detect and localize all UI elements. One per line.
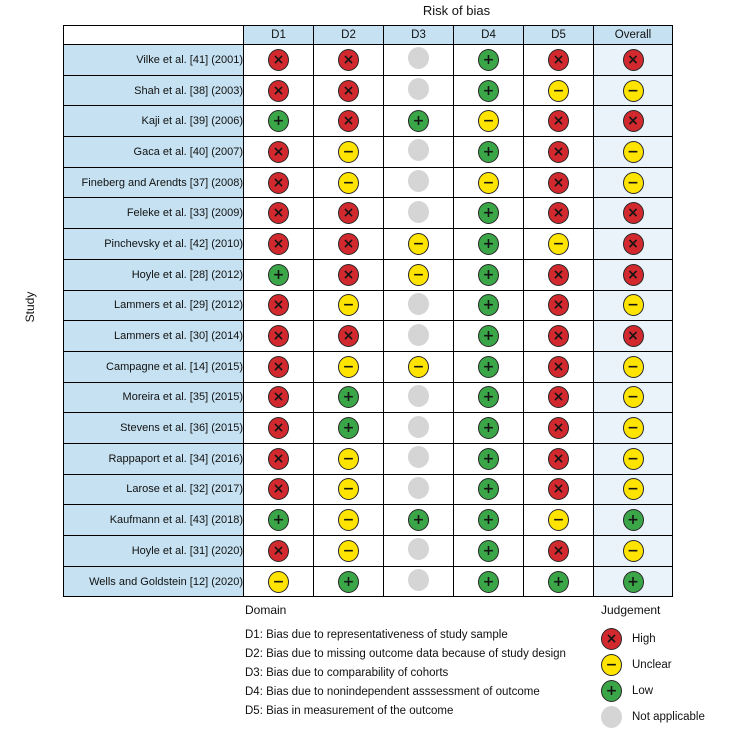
rating-cell [454, 443, 524, 474]
judgement-label: Unclear [632, 659, 672, 671]
rating-cell [314, 75, 384, 106]
rating-cell [384, 382, 454, 413]
rating-high-icon: × [268, 448, 289, 470]
rating-cell [384, 536, 454, 567]
rating-na-icon [408, 385, 429, 407]
study-label: Gaca et al. [40] (2007) [64, 137, 244, 168]
rating-unclear-icon: − [338, 172, 359, 194]
study-label: Hoyle et al. [31] (2020) [64, 536, 244, 567]
domain-legend-line: D5: Bias in measurement of the outcome [245, 705, 454, 717]
table-row [64, 536, 673, 567]
study-label: Shah et al. [38] (2003) [64, 75, 244, 106]
study-label: Moreira et al. [35] (2015) [64, 382, 244, 413]
rating-cell [244, 382, 314, 413]
rating-cell [384, 474, 454, 505]
rating-unclear-icon: − [548, 80, 569, 102]
rating-cell [454, 413, 524, 444]
table-row [64, 351, 673, 382]
table-row [64, 198, 673, 229]
rating-cell [594, 198, 673, 229]
table-row [64, 443, 673, 474]
rating-high-icon: × [548, 110, 569, 132]
column-header-d2: D2 [314, 26, 384, 45]
rating-cell [384, 106, 454, 137]
rating-high-icon: × [268, 325, 289, 347]
rating-unclear-icon: − [408, 264, 429, 286]
rating-high-icon: × [338, 80, 359, 102]
rating-cell [314, 167, 384, 198]
rating-cell [524, 290, 594, 321]
column-header-d3: D3 [384, 26, 454, 45]
rating-high-icon: × [268, 540, 289, 562]
rating-cell [524, 167, 594, 198]
rating-cell [314, 137, 384, 168]
rating-cell [314, 45, 384, 76]
column-header-d5: D5 [524, 26, 594, 45]
table-row [64, 382, 673, 413]
domain-legend-line: D2: Bias due to missing outcome data because of study design [245, 648, 566, 660]
rating-cell [384, 45, 454, 76]
rating-na-icon [408, 47, 429, 69]
rating-cell [244, 413, 314, 444]
study-label: Stevens et al. [36] (2015) [64, 413, 244, 444]
domain-legend-line: D1: Bias due to representativeness of study sample [245, 629, 508, 641]
rating-cell [384, 351, 454, 382]
rating-cell [594, 137, 673, 168]
rating-na-icon [408, 293, 429, 315]
rating-cell [384, 321, 454, 352]
rating-na-icon [408, 139, 429, 161]
rating-low-icon: + [478, 202, 499, 224]
rating-high-icon: × [548, 202, 569, 224]
rating-high-icon: × [268, 386, 289, 408]
column-header-overall: Overall [594, 26, 673, 45]
rating-na-icon [408, 446, 429, 468]
rating-low-icon: + [478, 509, 499, 531]
rating-low-icon: + [478, 540, 499, 562]
corner-spacer [64, 26, 244, 45]
y-axis-label: Study [23, 291, 37, 323]
rating-cell [594, 290, 673, 321]
rating-na-icon [408, 477, 429, 499]
rating-unclear-icon: − [623, 386, 644, 408]
rating-cell [314, 413, 384, 444]
domain-legend-line: D4: Bias due to nonindependent asssessment of outcome [245, 686, 540, 698]
rating-high-icon: × [548, 294, 569, 316]
rating-high-icon: × [623, 233, 644, 255]
rating-high-icon: × [548, 386, 569, 408]
rating-cell [594, 351, 673, 382]
rating-cell [384, 137, 454, 168]
rating-cell [244, 566, 314, 597]
rating-na-icon [408, 538, 429, 560]
table-row [64, 413, 673, 444]
rating-cell [594, 443, 673, 474]
rating-unclear-icon: − [548, 509, 569, 531]
rating-low-icon: + [478, 571, 499, 593]
rating-cell [314, 566, 384, 597]
rating-cell [454, 45, 524, 76]
rating-cell [524, 443, 594, 474]
rating-cell [244, 137, 314, 168]
rating-unclear-icon: − [408, 356, 429, 378]
rating-high-icon: × [268, 172, 289, 194]
rating-unclear-icon: − [338, 448, 359, 470]
rating-na-icon [408, 416, 429, 438]
rating-cell [594, 259, 673, 290]
rating-high-icon: × [548, 264, 569, 286]
rating-low-icon: + [478, 141, 499, 163]
rating-cell [524, 351, 594, 382]
rating-cell [524, 413, 594, 444]
study-label: Lammers et al. [29] (2012) [64, 290, 244, 321]
rating-cell [454, 321, 524, 352]
rating-cell [244, 106, 314, 137]
rating-high-icon: × [268, 141, 289, 163]
rating-high-icon: × [268, 417, 289, 439]
judgement-legend [601, 601, 705, 730]
rating-unclear-icon: − [548, 233, 569, 255]
rating-low-icon: + [548, 571, 569, 593]
rating-high-icon: × [268, 294, 289, 316]
table-row [64, 137, 673, 168]
rating-high-icon: × [548, 540, 569, 562]
rating-high-icon: × [338, 233, 359, 255]
study-label: Kaji et al. [39] (2006) [64, 106, 244, 137]
rating-cell [594, 321, 673, 352]
rating-cell [454, 167, 524, 198]
judgement-item-na [601, 704, 705, 730]
rating-low-icon: + [268, 110, 289, 132]
rating-unclear-icon: − [408, 233, 429, 255]
study-label: Wells and Goldstein [12] (2020) [64, 566, 244, 597]
rating-cell [524, 45, 594, 76]
rating-cell [454, 229, 524, 260]
rating-cell [384, 75, 454, 106]
rating-cell [454, 259, 524, 290]
header-row [64, 26, 673, 45]
rating-na-icon [601, 706, 622, 728]
rating-cell [384, 167, 454, 198]
rating-unclear-icon: − [623, 540, 644, 562]
rating-cell [524, 198, 594, 229]
rating-cell [524, 75, 594, 106]
rating-cell [314, 106, 384, 137]
rating-high-icon: × [338, 325, 359, 347]
rating-unclear-icon: − [623, 172, 644, 194]
rating-cell [594, 505, 673, 536]
rating-cell [454, 536, 524, 567]
rating-cell [314, 259, 384, 290]
table-row [64, 474, 673, 505]
rating-cell [384, 443, 454, 474]
table-row [64, 566, 673, 597]
table-row [64, 259, 673, 290]
rating-cell [454, 505, 524, 536]
rating-cell [454, 382, 524, 413]
rating-na-icon [408, 569, 429, 591]
judgement-label: Not applicable [632, 711, 705, 723]
rating-cell [314, 382, 384, 413]
rating-unclear-icon: − [623, 294, 644, 316]
table-row [64, 167, 673, 198]
study-label: Fineberg and Arendts [37] (2008) [64, 167, 244, 198]
table-row [64, 505, 673, 536]
rating-cell [594, 167, 673, 198]
rating-cell [524, 106, 594, 137]
rating-cell [594, 566, 673, 597]
rating-cell [594, 536, 673, 567]
rating-high-icon: × [338, 202, 359, 224]
column-header-d4: D4 [454, 26, 524, 45]
domain-legend-line: D3: Bias due to comparability of cohorts [245, 667, 449, 679]
rating-high-icon: × [548, 172, 569, 194]
rating-low-icon: + [408, 110, 429, 132]
rating-unclear-icon: − [623, 417, 644, 439]
domain-legend-title: Domain [245, 603, 287, 617]
rating-cell [384, 413, 454, 444]
rating-cell [384, 198, 454, 229]
rating-cell [314, 505, 384, 536]
rating-low-icon: + [268, 264, 289, 286]
rating-high-icon: × [268, 233, 289, 255]
rating-unclear-icon: − [338, 141, 359, 163]
rating-na-icon [408, 324, 429, 346]
rating-cell [384, 259, 454, 290]
rating-cell [454, 137, 524, 168]
study-label: Rappaport et al. [34] (2016) [64, 443, 244, 474]
rating-na-icon [408, 201, 429, 223]
study-label: Kaufmann et al. [43] (2018) [64, 505, 244, 536]
rating-high-icon: × [601, 628, 622, 650]
rating-high-icon: × [623, 49, 644, 71]
judgement-label: Low [632, 685, 654, 697]
rating-na-icon [408, 78, 429, 100]
study-label: Pinchevsky et al. [42] (2010) [64, 229, 244, 260]
judgement-legend-title: Judgement [601, 603, 661, 617]
rating-unclear-icon: − [623, 478, 644, 500]
rating-cell [314, 321, 384, 352]
rating-unclear-icon: − [338, 509, 359, 531]
rating-cell [524, 474, 594, 505]
rating-high-icon: × [548, 325, 569, 347]
rating-cell [524, 505, 594, 536]
rating-low-icon: + [478, 325, 499, 347]
rating-low-icon: + [623, 571, 644, 593]
rating-cell [454, 290, 524, 321]
column-header-d1: D1 [244, 26, 314, 45]
rating-cell [524, 259, 594, 290]
rating-cell [524, 229, 594, 260]
rating-cell [314, 443, 384, 474]
rating-low-icon: + [623, 509, 644, 531]
judgement-label: High [632, 633, 656, 645]
study-label: Hoyle et al. [28] (2012) [64, 259, 244, 290]
study-label: Larose et al. [32] (2017) [64, 474, 244, 505]
study-label: Feleke et al. [33] (2009) [64, 198, 244, 229]
rating-unclear-icon: − [338, 356, 359, 378]
rating-unclear-icon: − [338, 478, 359, 500]
rating-low-icon: + [478, 294, 499, 316]
table-header [64, 26, 673, 45]
rating-high-icon: × [548, 356, 569, 378]
rating-low-icon: + [601, 680, 622, 702]
rating-cell [594, 413, 673, 444]
rating-cell [314, 536, 384, 567]
rating-low-icon: + [478, 233, 499, 255]
rating-cell [594, 75, 673, 106]
rating-high-icon: × [338, 110, 359, 132]
domain-legend [245, 601, 566, 721]
study-label: Lammers et al. [30] (2014) [64, 321, 244, 352]
rating-high-icon: × [338, 264, 359, 286]
rating-cell [244, 259, 314, 290]
rating-cell [594, 474, 673, 505]
rating-low-icon: + [408, 509, 429, 531]
rating-cell [244, 198, 314, 229]
rating-high-icon: × [268, 202, 289, 224]
rating-high-icon: × [268, 49, 289, 71]
rating-cell [244, 321, 314, 352]
rating-cell [244, 443, 314, 474]
rating-cell [594, 45, 673, 76]
judgement-item-unclear [601, 652, 705, 678]
rating-cell [524, 536, 594, 567]
rating-low-icon: + [478, 356, 499, 378]
rating-unclear-icon: − [338, 540, 359, 562]
rating-unclear-icon: − [623, 80, 644, 102]
rating-cell [524, 566, 594, 597]
rating-high-icon: × [268, 356, 289, 378]
rating-cell [244, 536, 314, 567]
table-row [64, 290, 673, 321]
rating-cell [454, 75, 524, 106]
rating-high-icon: × [268, 478, 289, 500]
rating-na-icon [408, 170, 429, 192]
rating-high-icon: × [623, 202, 644, 224]
rating-cell [454, 351, 524, 382]
rating-unclear-icon: − [623, 356, 644, 378]
rating-cell [594, 382, 673, 413]
rating-cell [244, 75, 314, 106]
rating-unclear-icon: − [623, 448, 644, 470]
rating-cell [244, 229, 314, 260]
rating-cell [314, 198, 384, 229]
rating-unclear-icon: − [478, 172, 499, 194]
rob-table-body [64, 45, 673, 597]
rating-cell [384, 229, 454, 260]
rating-cell [594, 106, 673, 137]
rating-low-icon: + [478, 448, 499, 470]
rating-unclear-icon: − [268, 571, 289, 593]
rating-unclear-icon: − [623, 141, 644, 163]
rating-high-icon: × [623, 264, 644, 286]
rating-cell [454, 106, 524, 137]
rating-high-icon: × [548, 417, 569, 439]
risk-of-bias-table [63, 25, 673, 597]
rating-cell [594, 229, 673, 260]
rating-cell [314, 229, 384, 260]
rating-cell [384, 566, 454, 597]
rating-low-icon: + [478, 264, 499, 286]
rating-unclear-icon: − [338, 294, 359, 316]
rating-low-icon: + [478, 80, 499, 102]
judgement-item-high [601, 626, 705, 652]
rating-cell [244, 290, 314, 321]
rating-cell [244, 474, 314, 505]
study-label: Vilke et al. [41] (2001) [64, 45, 244, 76]
rating-cell [384, 505, 454, 536]
rating-cell [244, 505, 314, 536]
table-row [64, 75, 673, 106]
rating-low-icon: + [478, 417, 499, 439]
rating-high-icon: × [623, 110, 644, 132]
rating-cell [454, 566, 524, 597]
rating-cell [314, 290, 384, 321]
rating-low-icon: + [338, 571, 359, 593]
rating-cell [314, 474, 384, 505]
rating-unclear-icon: − [601, 654, 622, 676]
rating-cell [524, 137, 594, 168]
judgement-item-low [601, 678, 705, 704]
rating-low-icon: + [268, 509, 289, 531]
study-label: Campagne et al. [14] (2015) [64, 351, 244, 382]
rating-low-icon: + [478, 478, 499, 500]
chart-title: Risk of bias [422, 3, 491, 18]
rating-unclear-icon: − [478, 110, 499, 132]
rating-high-icon: × [268, 80, 289, 102]
rating-high-icon: × [548, 141, 569, 163]
rating-cell [384, 290, 454, 321]
rating-high-icon: × [548, 448, 569, 470]
rating-cell [244, 45, 314, 76]
table-row [64, 229, 673, 260]
rating-cell [454, 198, 524, 229]
rating-low-icon: + [338, 417, 359, 439]
table-row [64, 321, 673, 352]
table-row [64, 106, 673, 137]
rating-low-icon: + [478, 49, 499, 71]
rating-high-icon: × [338, 49, 359, 71]
rating-cell [524, 321, 594, 352]
rating-cell [524, 382, 594, 413]
rating-high-icon: × [548, 49, 569, 71]
rating-high-icon: × [623, 325, 644, 347]
rating-cell [244, 167, 314, 198]
rating-cell [314, 351, 384, 382]
rating-cell [454, 474, 524, 505]
rating-low-icon: + [338, 386, 359, 408]
rating-cell [244, 351, 314, 382]
rating-high-icon: × [548, 478, 569, 500]
rating-low-icon: + [478, 386, 499, 408]
table-row [64, 45, 673, 76]
